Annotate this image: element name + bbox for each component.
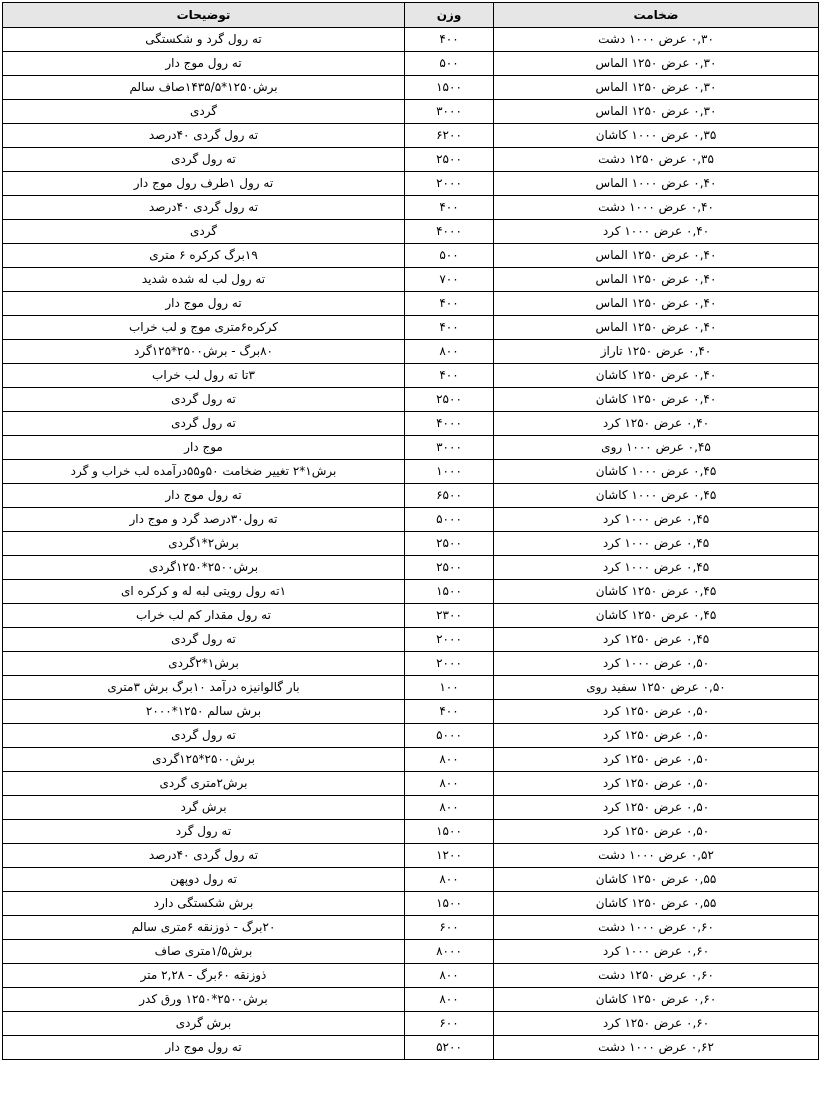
cell-thickness: ۰,۴۵ عرض ۱۲۵۰ کاشان	[494, 580, 819, 604]
table-row	[3, 580, 819, 604]
table-row	[3, 868, 819, 892]
table-row	[3, 988, 819, 1012]
cell-description: برش۱/۵متری صاف	[3, 940, 405, 964]
cell-weight: ۸۰۰	[405, 964, 494, 988]
cell-thickness: ۰,۴۰ عرض ۱۲۵۰ کاشان	[494, 388, 819, 412]
cell-weight: ۲۳۰۰	[405, 604, 494, 628]
cell-description: برش۲متری گردی	[3, 772, 405, 796]
cell-thickness: ۰,۴۵ عرض ۱۰۰۰ روی	[494, 436, 819, 460]
cell-description: برش۱*۲ تغییر ضخامت ۵۰و۵۵درآمده لب خراب و گرد	[3, 460, 405, 484]
cell-description: ته رول گردی ۴۰درصد	[3, 124, 405, 148]
table-row	[3, 76, 819, 100]
cell-weight: ۲۵۰۰	[405, 388, 494, 412]
cell-weight: ۸۰۰	[405, 748, 494, 772]
cell-thickness: ۰,۴۰ عرض ۱۲۵۰ تاراز	[494, 340, 819, 364]
table-row	[3, 652, 819, 676]
table-row	[3, 844, 819, 868]
cell-thickness: ۰,۶۰ عرض ۱۰۰۰ دشت	[494, 916, 819, 940]
cell-thickness: ۰,۴۰ عرض ۱۲۵۰ کاشان	[494, 364, 819, 388]
cell-weight: ۵۰۰۰	[405, 724, 494, 748]
header-row	[3, 3, 819, 28]
cell-description: ته رول مقدار کم لب خراب	[3, 604, 405, 628]
table-row	[3, 532, 819, 556]
cell-thickness: ۰,۵۰ عرض ۱۲۵۰ کرد	[494, 796, 819, 820]
cell-thickness: ۰,۵۵ عرض ۱۲۵۰ کاشان	[494, 892, 819, 916]
cell-weight: ۷۰۰	[405, 268, 494, 292]
cell-description: ته رول موج دار	[3, 484, 405, 508]
cell-thickness: ۰,۵۲ عرض ۱۰۰۰ دشت	[494, 844, 819, 868]
cell-thickness: ۰,۴۵ عرض ۱۰۰۰ کرد	[494, 532, 819, 556]
table-row	[3, 460, 819, 484]
table-row	[3, 724, 819, 748]
cell-weight: ۵۲۰۰	[405, 1036, 494, 1060]
column-header-weight: وزن	[405, 3, 494, 28]
cell-thickness: ۰,۵۰ عرض ۱۲۵۰ کرد	[494, 772, 819, 796]
cell-description: ۱ته رول رویتی لبه له و کرکره ای	[3, 580, 405, 604]
cell-thickness: ۰,۵۰ عرض ۱۲۵۰ کرد	[494, 748, 819, 772]
cell-description: گردی	[3, 220, 405, 244]
table-row	[3, 172, 819, 196]
cell-weight: ۸۰۰	[405, 340, 494, 364]
table-row	[3, 124, 819, 148]
cell-description: ته رول گرد و شکستگی	[3, 28, 405, 52]
cell-thickness: ۰,۵۰ عرض ۱۲۵۰ کرد	[494, 820, 819, 844]
cell-thickness: ۰,۴۵ عرض ۱۰۰۰ کرد	[494, 556, 819, 580]
cell-weight: ۱۲۰۰	[405, 844, 494, 868]
table-row	[3, 604, 819, 628]
cell-weight: ۶۵۰۰	[405, 484, 494, 508]
cell-weight: ۴۰۰۰	[405, 412, 494, 436]
table-row	[3, 340, 819, 364]
cell-weight: ۶۲۰۰	[405, 124, 494, 148]
column-header-description: توضیحات	[3, 3, 405, 28]
cell-weight: ۲۰۰۰	[405, 652, 494, 676]
cell-description: ۱۹برگ کرکره ۶ متری	[3, 244, 405, 268]
cell-description: ته رول گردی	[3, 148, 405, 172]
table-row	[3, 820, 819, 844]
cell-description: ته رول گردی ۴۰درصد	[3, 844, 405, 868]
cell-weight: ۸۰۰۰	[405, 940, 494, 964]
cell-thickness: ۰,۶۰ عرض ۱۲۵۰ دشت	[494, 964, 819, 988]
cell-description: ۸۰برگ - برش۲۵۰۰*۱۲۵گرد	[3, 340, 405, 364]
table-row	[3, 1036, 819, 1060]
cell-weight: ۵۰۰	[405, 244, 494, 268]
cell-weight: ۱۰۰	[405, 676, 494, 700]
table-row	[3, 676, 819, 700]
column-header-thickness: ضخامت	[494, 3, 819, 28]
cell-thickness: ۰,۵۰ عرض ۱۲۵۰ کرد	[494, 724, 819, 748]
cell-weight: ۱۵۰۰	[405, 580, 494, 604]
cell-description: کرکره۶متری موج و لب خراب	[3, 316, 405, 340]
cell-description: برش۲۵۰۰*۱۲۵۰گردی	[3, 556, 405, 580]
cell-description: ته رول گردی	[3, 388, 405, 412]
table-row	[3, 388, 819, 412]
table-row	[3, 292, 819, 316]
cell-description: ته رول گرد	[3, 820, 405, 844]
cell-description: برش شکستگی دارد	[3, 892, 405, 916]
table-row	[3, 364, 819, 388]
table-row	[3, 748, 819, 772]
cell-weight: ۱۵۰۰	[405, 892, 494, 916]
table-row	[3, 268, 819, 292]
cell-thickness: ۰,۴۵ عرض ۱۰۰۰ کاشان	[494, 484, 819, 508]
cell-description: برش۱۲۵۰*۱۴۳۵/۵صاف سالم	[3, 76, 405, 100]
table-row	[3, 244, 819, 268]
table-row	[3, 316, 819, 340]
table-body	[3, 28, 819, 1060]
table-row	[3, 148, 819, 172]
cell-thickness: ۰,۳۰ عرض ۱۰۰۰ دشت	[494, 28, 819, 52]
cell-thickness: ۰,۴۵ عرض ۱۲۵۰ کرد	[494, 628, 819, 652]
table-row	[3, 196, 819, 220]
cell-weight: ۲۵۰۰	[405, 556, 494, 580]
cell-thickness: ۰,۶۰ عرض ۱۰۰۰ کرد	[494, 940, 819, 964]
cell-description: ته رول گردی	[3, 412, 405, 436]
table-row	[3, 412, 819, 436]
cell-thickness: ۰,۶۰ عرض ۱۲۵۰ کاشان	[494, 988, 819, 1012]
cell-thickness: ۰,۵۵ عرض ۱۲۵۰ کاشان	[494, 868, 819, 892]
cell-weight: ۸۰۰	[405, 988, 494, 1012]
cell-weight: ۴۰۰	[405, 700, 494, 724]
cell-thickness: ۰,۳۵ عرض ۱۰۰۰ کاشان	[494, 124, 819, 148]
cell-description: ته رول موج دار	[3, 1036, 405, 1060]
cell-weight: ۸۰۰	[405, 796, 494, 820]
cell-thickness: ۰,۴۰ عرض ۱۲۵۰ کرد	[494, 412, 819, 436]
table-row	[3, 628, 819, 652]
cell-description: برش سالم ۱۲۵۰*۲۰۰۰	[3, 700, 405, 724]
cell-description: ته رول گردی ۴۰درصد	[3, 196, 405, 220]
table-row	[3, 796, 819, 820]
table-header	[3, 3, 819, 28]
table-row	[3, 100, 819, 124]
cell-description: ته رول گردی	[3, 628, 405, 652]
cell-thickness: ۰,۴۰ عرض ۱۲۵۰ الماس	[494, 244, 819, 268]
table-row	[3, 940, 819, 964]
cell-weight: ۵۰۰	[405, 52, 494, 76]
cell-weight: ۴۰۰	[405, 364, 494, 388]
cell-description: برش۲۵۰۰*۱۲۵گردی	[3, 748, 405, 772]
table-row	[3, 28, 819, 52]
cell-thickness: ۰,۳۰ عرض ۱۲۵۰ الماس	[494, 52, 819, 76]
cell-thickness: ۰,۳۰ عرض ۱۲۵۰ الماس	[494, 100, 819, 124]
cell-description: ته رول ۱طرف رول موج دار	[3, 172, 405, 196]
cell-thickness: ۰,۴۰ عرض ۱۰۰۰ الماس	[494, 172, 819, 196]
cell-thickness: ۰,۴۵ عرض ۱۰۰۰ کاشان	[494, 460, 819, 484]
table-row	[3, 1012, 819, 1036]
cell-weight: ۴۰۰	[405, 316, 494, 340]
cell-description: ذوزنقه ۶۰برگ - ۲,۲۸ متر	[3, 964, 405, 988]
cell-weight: ۱۵۰۰	[405, 76, 494, 100]
cell-description: ته رول دوپهن	[3, 868, 405, 892]
cell-weight: ۵۰۰۰	[405, 508, 494, 532]
cell-thickness: ۰,۴۰ عرض ۱۲۵۰ الماس	[494, 268, 819, 292]
cell-thickness: ۰,۵۰ عرض ۱۲۵۰ کرد	[494, 700, 819, 724]
cell-description: برش۲۵۰۰*۱۲۵۰ ورق کدر	[3, 988, 405, 1012]
cell-thickness: ۰,۳۰ عرض ۱۲۵۰ الماس	[494, 76, 819, 100]
cell-description: برش۲*۱گردی	[3, 532, 405, 556]
cell-description: ته رول لب له شده شدید	[3, 268, 405, 292]
cell-weight: ۲۵۰۰	[405, 148, 494, 172]
cell-thickness: ۰,۴۰ عرض ۱۲۵۰ الماس	[494, 292, 819, 316]
cell-thickness: ۰,۴۵ عرض ۱۲۵۰ کاشان	[494, 604, 819, 628]
cell-weight: ۲۵۰۰	[405, 532, 494, 556]
cell-weight: ۶۰۰	[405, 1012, 494, 1036]
cell-weight: ۸۰۰	[405, 772, 494, 796]
cell-description: گردی	[3, 100, 405, 124]
cell-thickness: ۰,۳۵ عرض ۱۲۵۰ دشت	[494, 148, 819, 172]
cell-weight: ۴۰۰	[405, 196, 494, 220]
cell-weight: ۴۰۰۰	[405, 220, 494, 244]
cell-weight: ۴۰۰	[405, 292, 494, 316]
cell-description: ته رول۳۰درصد گرد و موج دار	[3, 508, 405, 532]
cell-weight: ۲۰۰۰	[405, 628, 494, 652]
cell-description: برش گرد	[3, 796, 405, 820]
cell-thickness: ۰,۶۲ عرض ۱۰۰۰ دشت	[494, 1036, 819, 1060]
table-row	[3, 700, 819, 724]
table-row	[3, 964, 819, 988]
inventory-table	[2, 2, 819, 1060]
cell-description: ته رول موج دار	[3, 292, 405, 316]
table-row	[3, 556, 819, 580]
cell-description: ته رول گردی	[3, 724, 405, 748]
cell-thickness: ۰,۴۰ عرض ۱۲۵۰ الماس	[494, 316, 819, 340]
cell-thickness: ۰,۵۰ عرض ۱۲۵۰ سفید روی	[494, 676, 819, 700]
table-row	[3, 484, 819, 508]
table-row	[3, 772, 819, 796]
cell-description: ۲۰برگ - ذوزنقه ۶متری سالم	[3, 916, 405, 940]
cell-description: بار گالوانیزه درآمد ۱۰برگ برش ۳متری	[3, 676, 405, 700]
table-row	[3, 436, 819, 460]
cell-thickness: ۰,۴۵ عرض ۱۰۰۰ کرد	[494, 508, 819, 532]
cell-thickness: ۰,۴۰ عرض ۱۰۰۰ دشت	[494, 196, 819, 220]
cell-description: برش۱*۲گردی	[3, 652, 405, 676]
cell-thickness: ۰,۶۰ عرض ۱۲۵۰ کرد	[494, 1012, 819, 1036]
table-row	[3, 220, 819, 244]
cell-description: موج دار	[3, 436, 405, 460]
table-row	[3, 916, 819, 940]
cell-weight: ۴۰۰	[405, 28, 494, 52]
cell-weight: ۳۰۰۰	[405, 436, 494, 460]
cell-weight: ۱۵۰۰	[405, 820, 494, 844]
cell-weight: ۲۰۰۰	[405, 172, 494, 196]
cell-thickness: ۰,۵۰ عرض ۱۰۰۰ کرد	[494, 652, 819, 676]
cell-description: ته رول موج دار	[3, 52, 405, 76]
cell-weight: ۸۰۰	[405, 868, 494, 892]
cell-description: برش گردی	[3, 1012, 405, 1036]
cell-weight: ۳۰۰۰	[405, 100, 494, 124]
cell-weight: ۱۰۰۰	[405, 460, 494, 484]
table-row	[3, 52, 819, 76]
table-row	[3, 892, 819, 916]
cell-thickness: ۰,۴۰ عرض ۱۰۰۰ کرد	[494, 220, 819, 244]
cell-description: ۳تا ته رول لب خراب	[3, 364, 405, 388]
table-row	[3, 508, 819, 532]
cell-weight: ۶۰۰	[405, 916, 494, 940]
